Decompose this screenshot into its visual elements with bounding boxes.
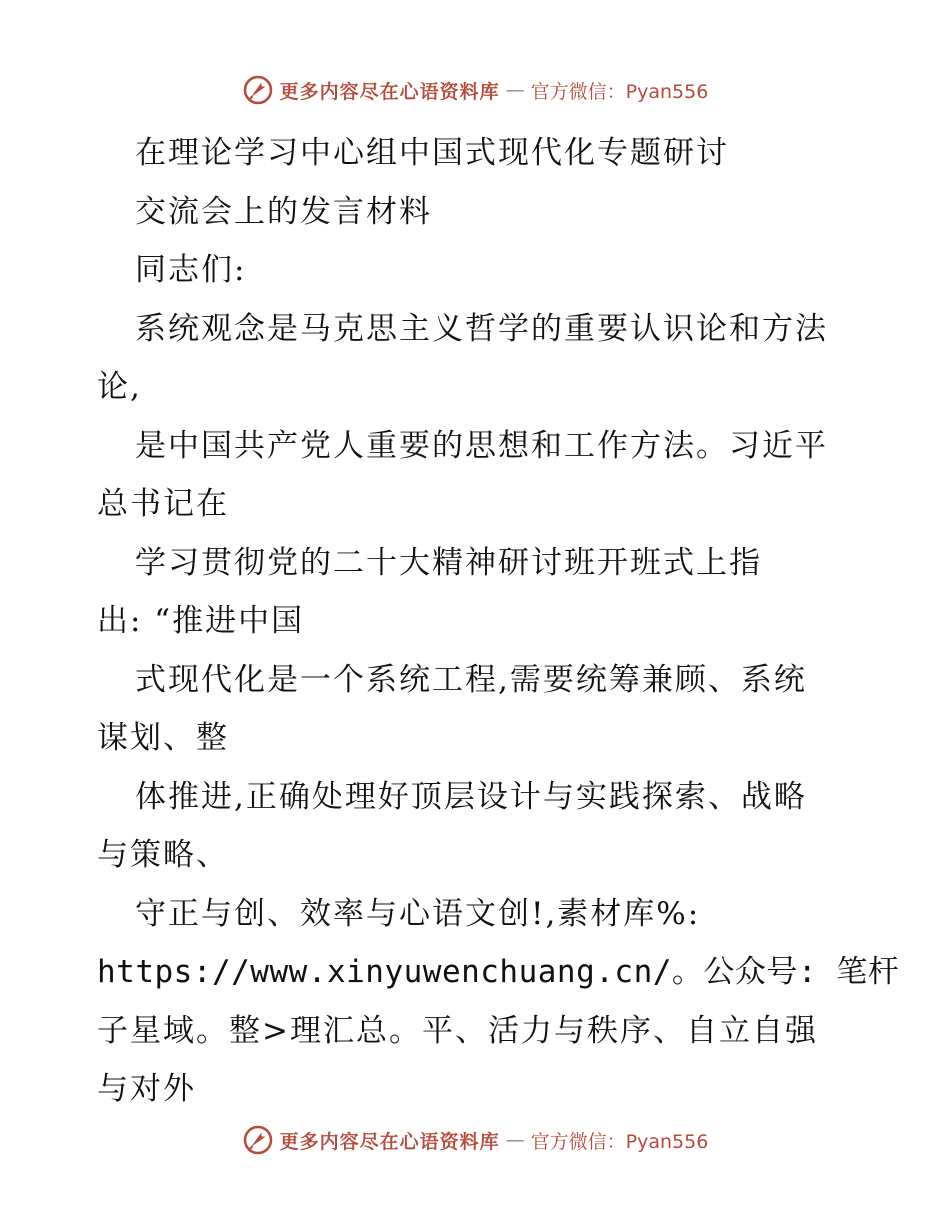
watermark-contact: 官方微信：Pyan556 xyxy=(530,1130,709,1153)
body-line: 论, xyxy=(97,369,142,405)
body-line: 体推进,正确处理好顶层设计与实践探索、战略 xyxy=(135,778,807,815)
document-body xyxy=(97,124,900,1119)
watermark-banner-top xyxy=(0,70,950,110)
body-line: 子星域。整>理汇总。平、活力与秩序、自立自强 xyxy=(97,1012,818,1049)
title-line-1: 在理论学习中心组中国式现代化专题研讨 xyxy=(135,135,729,171)
body-line: 与对外 xyxy=(97,1071,196,1107)
body-line-url: https://www.xinyuwenchuang.cn/。公众号: 笔杆 xyxy=(97,954,900,990)
body-line: 系统观念是马克思主义哲学的重要认识论和方法 xyxy=(135,310,828,347)
pen-nib-logo-icon xyxy=(242,74,274,106)
watermark-separator: — xyxy=(505,79,525,101)
body-line: 学习贯彻党的二十大精神研讨班开班式上指 xyxy=(135,544,762,581)
body-line: 式现代化是一个系统工程,需要统筹兼顾、系统 xyxy=(135,661,807,698)
body-line: 守正与创、效率与心语文创!,素材库%: xyxy=(135,895,701,932)
body-line: 出: “推进中国 xyxy=(97,603,305,639)
watermark-contact: 官方微信：Pyan556 xyxy=(530,80,709,103)
pen-nib-logo-icon xyxy=(242,1124,274,1156)
body-line: 与策略、 xyxy=(97,837,229,873)
title-line-2: 交流会上的发言材料 xyxy=(135,193,432,230)
body-line: 是中国共产党人重要的思想和工作方法。习近平 xyxy=(135,427,828,464)
watermark-brand: 更多内容尽在心语资料库 xyxy=(279,80,500,103)
salutation: 同志们: xyxy=(135,252,247,288)
body-line: 总书记在 xyxy=(97,486,229,522)
watermark-separator: — xyxy=(505,1129,525,1151)
watermark-brand: 更多内容尽在心语资料库 xyxy=(279,1130,500,1153)
watermark-banner-bottom xyxy=(0,1120,950,1160)
body-line: 谋划、整 xyxy=(97,720,229,756)
